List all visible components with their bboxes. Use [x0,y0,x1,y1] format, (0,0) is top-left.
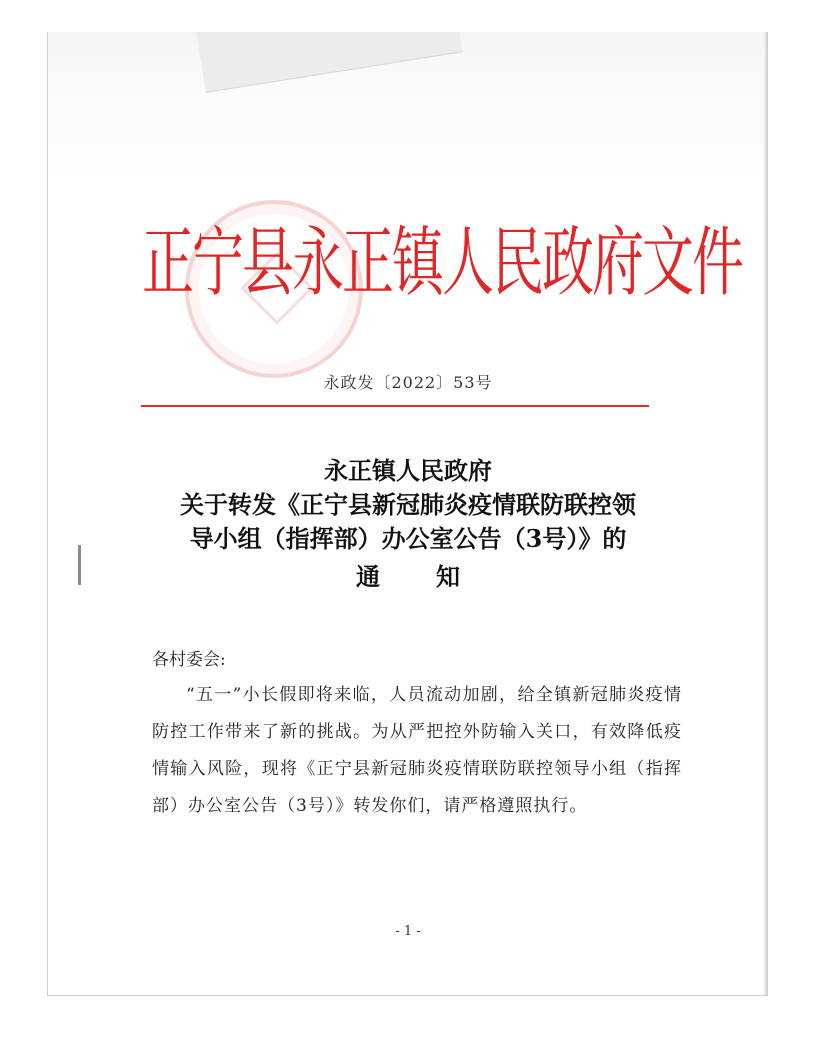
document-number: 永政发〔2022〕53号 [323,373,493,392]
agency-header-title: 正宁县永正镇人民政府文件 [142,220,743,308]
title-line-1: 永正镇人民政府 [324,456,492,485]
title-line-3: 导小组（指挥部）办公室公告（3号）》的 [189,524,627,553]
red-divider-line [141,405,649,407]
title-line-4: 通知 [356,562,516,591]
salutation: 各村委会: [152,650,226,670]
page-fold-shadow [193,32,462,93]
page-number: - 1 - [395,924,421,939]
title-line-2: 关于转发《正宁县新冠肺炎疫情联防联控领 [180,490,636,519]
body-paragraph: “五一”小长假即将来临，人员流动加剧，给全镇新冠肺炎疫情防控工作带来了新的挑战。为从严把控外防输入关口，有效降低疫情输入风险，现将《正宁县新冠肺炎疫情联防联控领导小组（指挥部）办公室公告（3号）》转发你们，请严格遵照执行。 [152,685,682,816]
